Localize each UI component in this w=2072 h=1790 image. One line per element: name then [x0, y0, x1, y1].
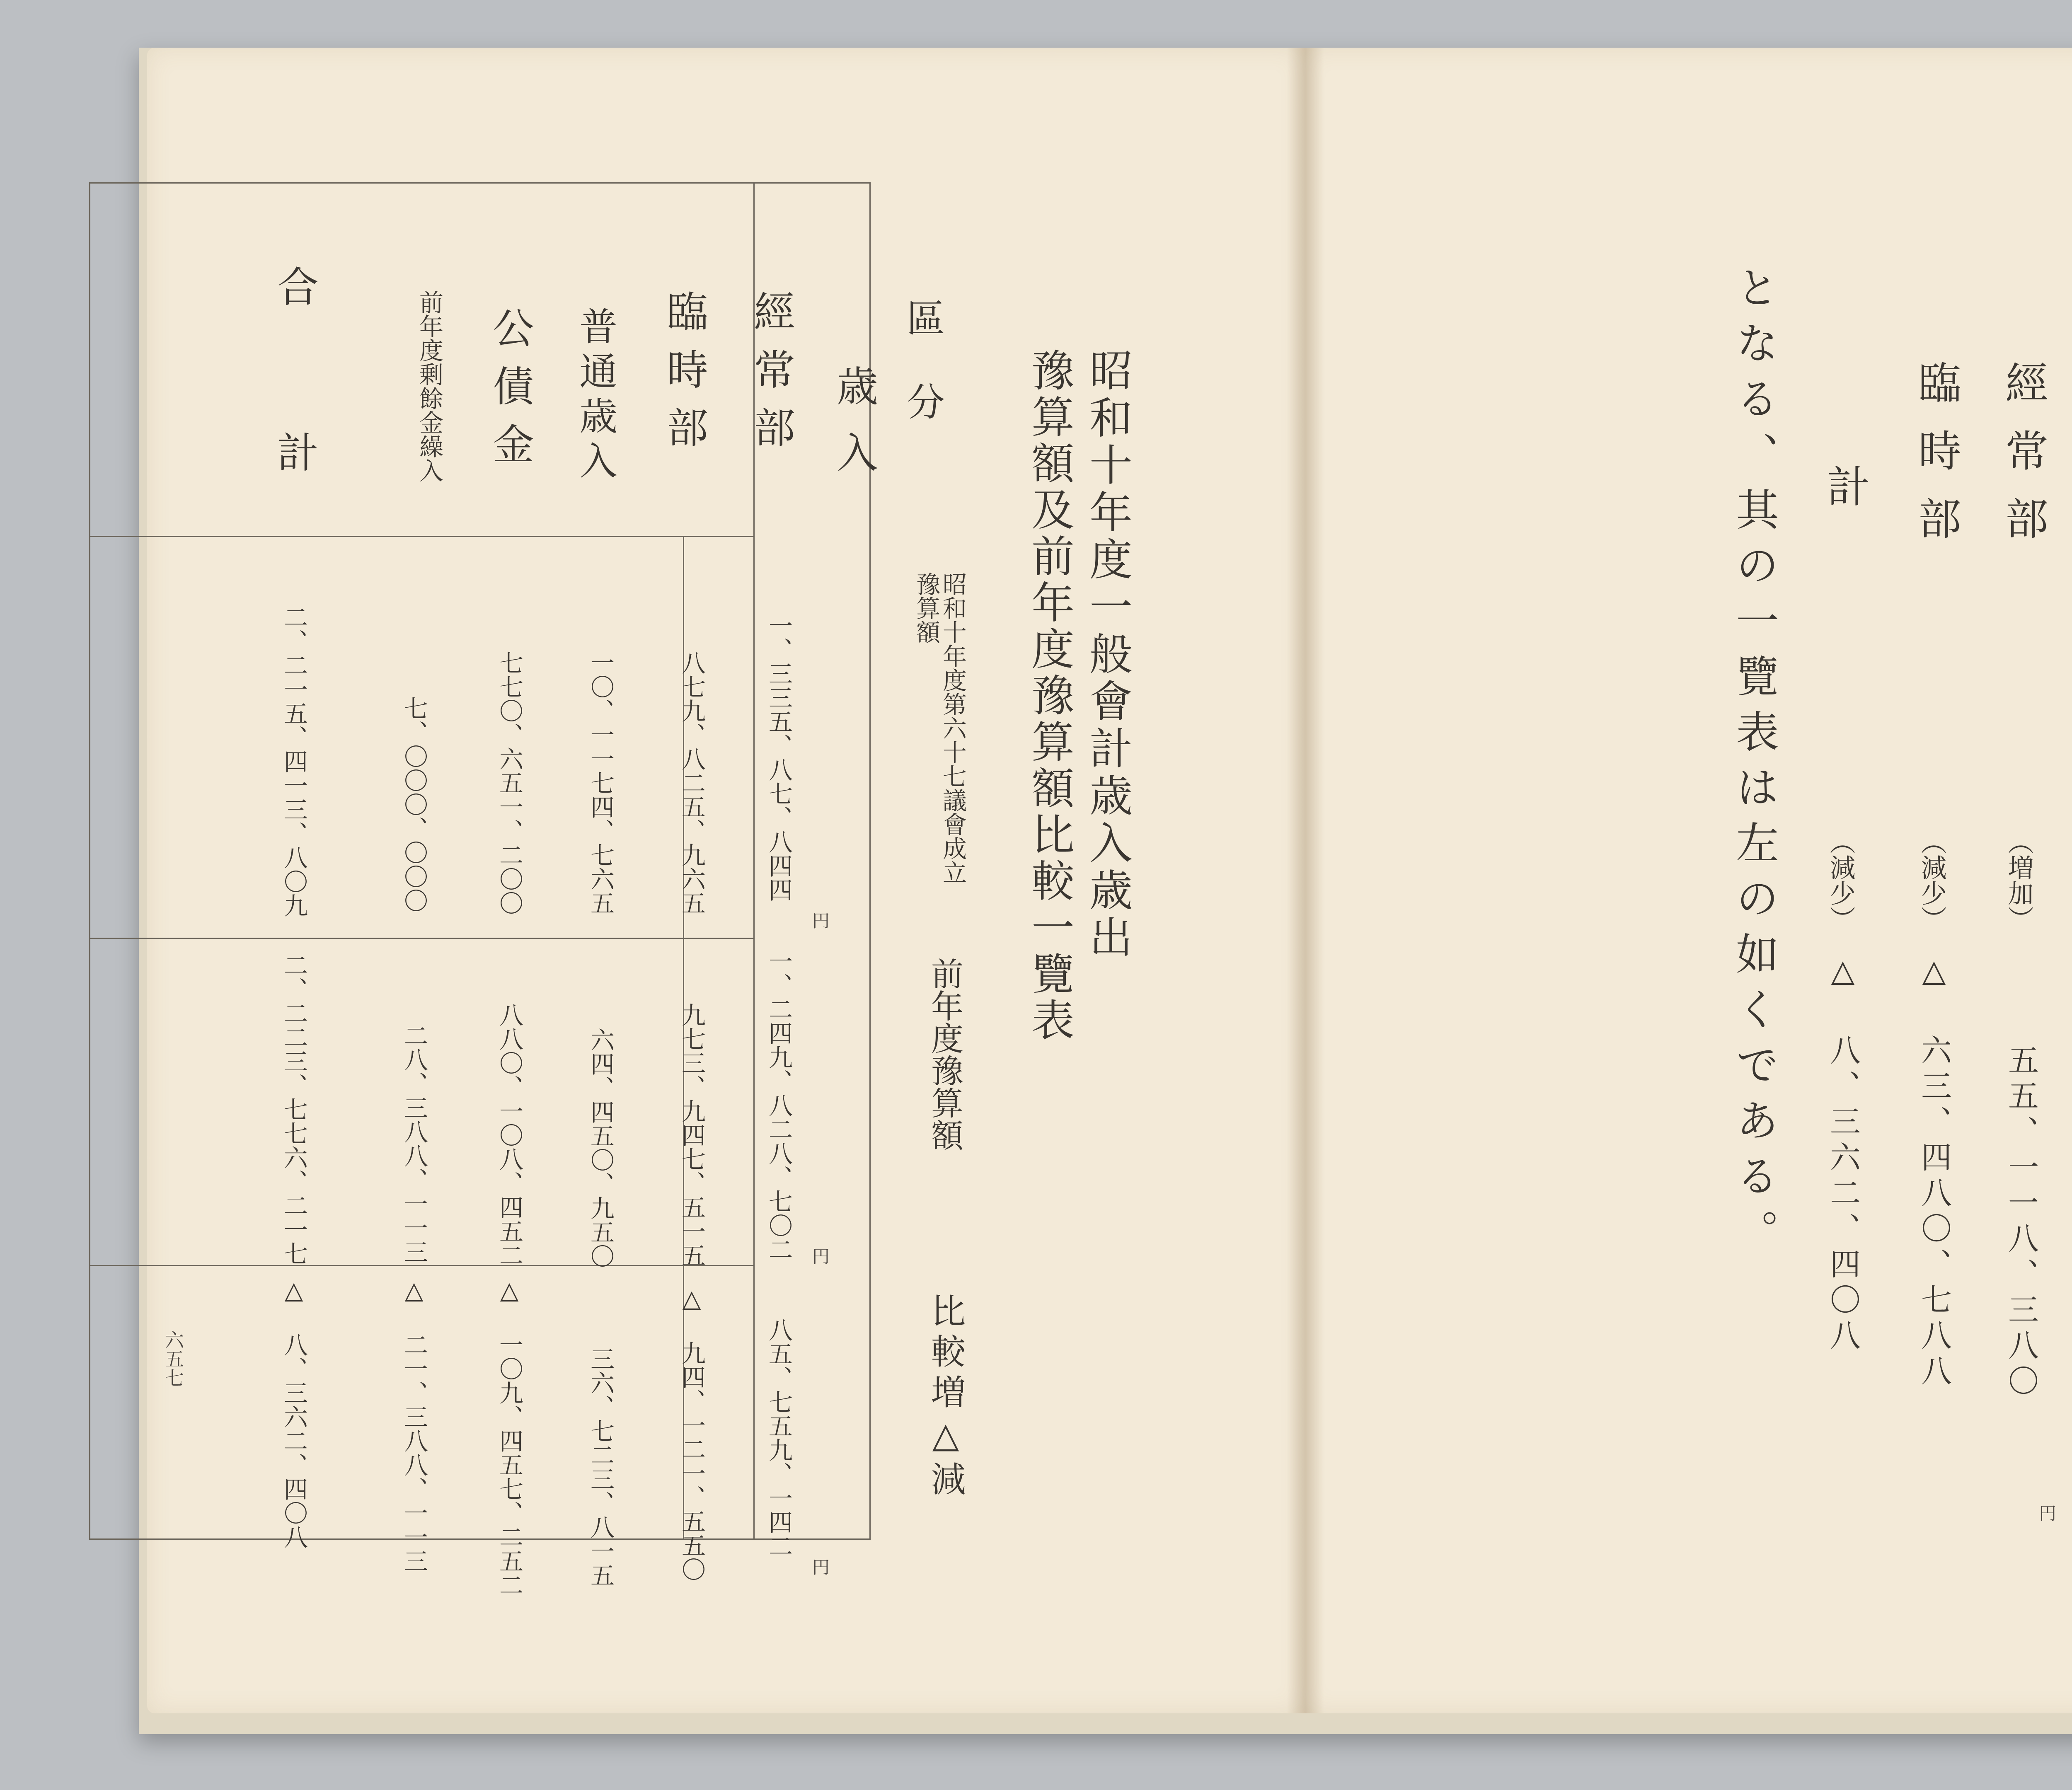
cell-value: 七七〇、六五一、二〇〇	[495, 651, 523, 915]
line-label: 計	[1820, 464, 1870, 507]
row-label-bonds: 公債金	[486, 307, 534, 481]
cell-value: 六四、四五〇、九五〇	[586, 1028, 615, 1268]
cell-value: 一、三三五、八七、八四四	[765, 613, 793, 902]
cell-value: △ 九四、一二一、五五〇	[678, 1284, 706, 1581]
cell-value: 二八、三八八、一一三	[400, 1023, 428, 1264]
line-label: 臨時部	[1911, 360, 1961, 564]
line-label: 經常部	[1998, 360, 2048, 564]
unit-label: 円	[812, 911, 830, 931]
table-rule	[90, 536, 753, 537]
header-category: 區分	[900, 298, 945, 466]
row-label-surplus: 前年度剰餘金繰入	[415, 290, 443, 482]
header-budget-1935: 昭和十年度第六十七議會成立豫算額	[912, 572, 967, 884]
table-rule	[90, 938, 753, 939]
cell-value: △ 八、三六二、四〇八	[280, 1276, 308, 1549]
line-value: 五五、一一八、三八〇	[2003, 1044, 2039, 1401]
cell-value: 二、二二三、七七六、二一七	[280, 953, 308, 1265]
cell-value: 八五、七五九、一四二	[765, 1318, 793, 1558]
unit-label: 円	[812, 1557, 830, 1577]
right-page	[1303, 48, 2072, 1713]
header-previous-budget: 前年度豫算額	[926, 957, 963, 1151]
cell-value: 八八〇、一〇八、四五二	[495, 1003, 523, 1267]
page-number-left: 六五七	[162, 1330, 184, 1387]
cell-value: △ 一〇九、四五七、二五二	[495, 1276, 523, 1597]
table-title-line-2: 豫算額及前年度豫算額比較一覽表	[1024, 348, 1075, 1044]
row-label-total: 合計	[270, 265, 319, 597]
cell-value: △ 二一、三八八、一一三	[400, 1276, 428, 1573]
cell-value: 八七九、八二五、九六五	[678, 651, 706, 915]
line-note: （減少）	[1917, 829, 1947, 931]
row-label-extraordinary: 臨時部	[660, 290, 708, 464]
cell-value: 一〇、一一七四、七六五	[586, 651, 615, 915]
line-value: △ 六三、四八〇、七八八	[1916, 953, 1952, 1391]
cell-value: 七、〇〇〇、〇〇〇	[400, 696, 428, 912]
header-difference: 比較増△減	[925, 1293, 966, 1502]
cell-value: 一、二四九、八二八、七〇二	[765, 949, 793, 1261]
line-value: △ 八、三六二、四〇八	[1825, 953, 1861, 1355]
table-title-line-1: 昭和十年度一般會計歳入歳出	[1082, 348, 1133, 962]
line-note: （減少）	[1825, 829, 1856, 931]
table-rule	[90, 1265, 753, 1266]
row-label-ordinary: 經常部	[747, 290, 795, 464]
row-label-general-revenue: 普通歳入	[573, 307, 617, 486]
row-label-revenue: 歳入	[830, 365, 878, 497]
cell-value: 二、二一五、四一三、八〇九	[280, 605, 308, 917]
unit-label: 円	[812, 1246, 830, 1267]
closing-sentence: となる、其の一覽表は左の如くである。	[1728, 265, 1779, 1265]
book-gutter	[1287, 48, 1324, 1713]
unit-label: 円	[2039, 1503, 2057, 1524]
line-note: （増加）	[2004, 829, 2034, 931]
cell-value: 三六、七二三、八一五	[586, 1347, 615, 1587]
cell-value: 九七三、九四七、五一五	[678, 1003, 706, 1267]
